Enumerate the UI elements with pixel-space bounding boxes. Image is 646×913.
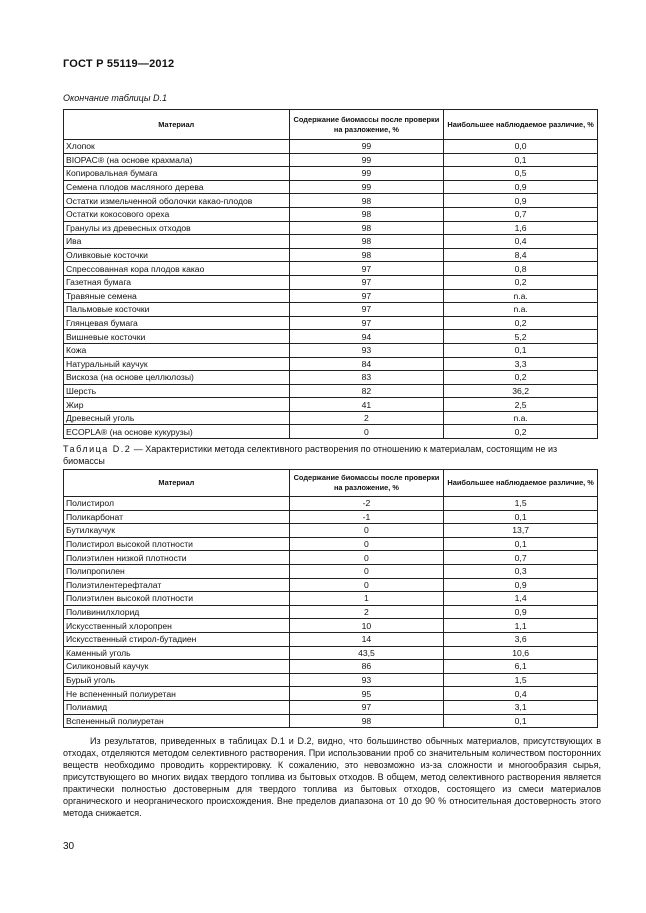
cell-material: Остатки измельченной оболочки какао-плодов: [64, 194, 290, 208]
table-header-row: [64, 110, 598, 140]
cell-biomass: 43,5: [289, 646, 444, 660]
table-row: [64, 564, 598, 578]
cell-material: Полиэтилен высокой плотности: [64, 592, 290, 606]
table-row: [64, 646, 598, 660]
table-row: [64, 384, 598, 398]
cell-material: Семена плодов масляного дерева: [64, 180, 290, 194]
cell-material: Гранулы из древесных отходов: [64, 221, 290, 235]
cell-biomass: 1: [289, 592, 444, 606]
table-d2: [63, 469, 598, 728]
table-row: [64, 194, 598, 208]
cell-biomass: 0: [289, 537, 444, 551]
cell-difference: 0,9: [444, 578, 598, 592]
cell-material: BIOPAC® (на основе крахмала): [64, 153, 290, 167]
cell-material: Глянцевая бумага: [64, 316, 290, 330]
table-row: [64, 632, 598, 646]
table-row: [64, 235, 598, 249]
table-row: [64, 592, 598, 606]
cell-difference: 0,9: [444, 180, 598, 194]
cell-biomass: 84: [289, 357, 444, 371]
cell-biomass: 0: [289, 524, 444, 538]
cell-difference: n.a.: [444, 303, 598, 317]
cell-biomass: 98: [289, 207, 444, 221]
table2-caption-text: — Характеристики метода селективного растворения по отношению к материалам, состоящим не из биомассы: [63, 444, 558, 466]
table-d1: [63, 109, 598, 439]
page-number: 30: [63, 841, 75, 852]
cell-difference: 3,6: [444, 632, 598, 646]
table-row: [64, 371, 598, 385]
cell-biomass: 97: [289, 316, 444, 330]
cell-biomass: 97: [289, 275, 444, 289]
cell-biomass: 99: [289, 153, 444, 167]
cell-difference: 5,2: [444, 330, 598, 344]
cell-difference: 0,4: [444, 235, 598, 249]
cell-difference: 1,6: [444, 221, 598, 235]
table-row: [64, 497, 598, 511]
cell-material: Искусственный хлоропрен: [64, 619, 290, 633]
cell-material: Жир: [64, 398, 290, 412]
cell-difference: 0,2: [444, 275, 598, 289]
cell-biomass: -1: [289, 510, 444, 524]
cell-material: Вискоза (на основе целлюлозы): [64, 371, 290, 385]
table-row: [64, 673, 598, 687]
cell-biomass: 98: [289, 235, 444, 249]
cell-material: Натуральный каучук: [64, 357, 290, 371]
cell-material: Каменный уголь: [64, 646, 290, 660]
table-row: [64, 425, 598, 439]
table-row: [64, 714, 598, 728]
column-header-difference: Наибольшее наблюдаемое различие, %: [444, 110, 598, 140]
cell-difference: 0,0: [444, 140, 598, 154]
table-row: [64, 660, 598, 674]
table-row: [64, 357, 598, 371]
cell-material: Полистирол высокой плотности: [64, 537, 290, 551]
column-header-material: Материал: [64, 110, 290, 140]
cell-difference: 0,4: [444, 687, 598, 701]
table1-caption: Окончание таблицы D.1: [63, 93, 167, 103]
cell-material: Пальмовые косточки: [64, 303, 290, 317]
table-row: [64, 411, 598, 425]
table-header-row: [64, 470, 598, 497]
table-row: [64, 551, 598, 565]
cell-difference: 0,1: [444, 510, 598, 524]
cell-difference: 0,9: [444, 194, 598, 208]
cell-difference: 13,7: [444, 524, 598, 538]
cell-difference: 36,2: [444, 384, 598, 398]
table-row: [64, 221, 598, 235]
cell-material: Копировальная бумага: [64, 167, 290, 181]
cell-difference: 0,2: [444, 371, 598, 385]
cell-difference: 1,5: [444, 673, 598, 687]
cell-material: Бурый уголь: [64, 673, 290, 687]
cell-difference: 10,6: [444, 646, 598, 660]
cell-biomass: 2: [289, 605, 444, 619]
cell-biomass: 82: [289, 384, 444, 398]
cell-difference: 0,9: [444, 605, 598, 619]
cell-biomass: 2: [289, 411, 444, 425]
cell-difference: 1,5: [444, 497, 598, 511]
cell-difference: 8,4: [444, 248, 598, 262]
cell-biomass: 0: [289, 425, 444, 439]
table-row: [64, 180, 598, 194]
cell-material: Полистирол: [64, 497, 290, 511]
cell-difference: 0,8: [444, 262, 598, 276]
column-header-biomass: Содержание биомассы после проверки на разложение, %: [289, 110, 444, 140]
cell-difference: 0,1: [444, 537, 598, 551]
cell-material: Кожа: [64, 343, 290, 357]
cell-difference: 6,1: [444, 660, 598, 674]
cell-material: Полипропилен: [64, 564, 290, 578]
cell-material: Поливинилхлорид: [64, 605, 290, 619]
cell-biomass: 97: [289, 700, 444, 714]
cell-material: Бутилкаучук: [64, 524, 290, 538]
table-row: [64, 343, 598, 357]
cell-difference: 1,1: [444, 619, 598, 633]
cell-material: Полиэтилен низкой плотности: [64, 551, 290, 565]
cell-difference: 0,5: [444, 167, 598, 181]
cell-biomass: 93: [289, 673, 444, 687]
table-row: [64, 303, 598, 317]
cell-difference: 3,3: [444, 357, 598, 371]
table-row: [64, 207, 598, 221]
cell-material: Остатки кокосового ореха: [64, 207, 290, 221]
column-header-material: Материал: [64, 470, 290, 497]
table-row: [64, 316, 598, 330]
cell-biomass: 14: [289, 632, 444, 646]
cell-biomass: 95: [289, 687, 444, 701]
cell-biomass: 0: [289, 551, 444, 565]
table2-caption: [63, 443, 601, 467]
cell-material: ECOPLA® (на основе кукурузы): [64, 425, 290, 439]
cell-biomass: 0: [289, 564, 444, 578]
cell-biomass: 98: [289, 194, 444, 208]
cell-difference: 0,1: [444, 714, 598, 728]
cell-material: Силиконовый каучук: [64, 660, 290, 674]
cell-difference: 0,7: [444, 551, 598, 565]
table-row: [64, 398, 598, 412]
table-row: [64, 140, 598, 154]
cell-biomass: 41: [289, 398, 444, 412]
cell-difference: 0,1: [444, 343, 598, 357]
table-row: [64, 510, 598, 524]
cell-difference: 2,5: [444, 398, 598, 412]
cell-difference: 3,1: [444, 700, 598, 714]
cell-biomass: 99: [289, 140, 444, 154]
table-row: [64, 275, 598, 289]
cell-material: Травяные семена: [64, 289, 290, 303]
table-row: [64, 537, 598, 551]
table-row: [64, 167, 598, 181]
cell-biomass: 98: [289, 221, 444, 235]
table-row: [64, 289, 598, 303]
table-row: [64, 330, 598, 344]
cell-material: Газетная бумага: [64, 275, 290, 289]
table-row: [64, 578, 598, 592]
cell-material: Поликарбонат: [64, 510, 290, 524]
cell-difference: 0,1: [444, 153, 598, 167]
cell-biomass: 94: [289, 330, 444, 344]
cell-biomass: 99: [289, 180, 444, 194]
conclusion-paragraph: Из результатов, приведенных в таблицах D.1 и D.2, видно, что большинство обычных материалов, присутствующих в отходах, отделяются методом селективного растворения. При использовании проб со значительным количеством посторонних веществ необходимо проводить корректировку. К сожалению, это невозможно из-за сложности и многообразия сырья, присутствующего во многих видах твердого топлива из бытовых отходов. В общем, метод селективного растворения является практически полностью достоверным для твердого топлива из бытовых отходов, состоящего из смеси материалов органического и неорганического происхождения. Вне пределов диапазона от 10 до 90 % относительная достоверность этого метода снижается.: [63, 736, 601, 818]
table-row: [64, 687, 598, 701]
cell-biomass: 97: [289, 303, 444, 317]
cell-material: Спрессованная кора плодов какао: [64, 262, 290, 276]
table-row: [64, 248, 598, 262]
cell-material: Оливковые косточки: [64, 248, 290, 262]
cell-biomass: 0: [289, 578, 444, 592]
cell-biomass: 99: [289, 167, 444, 181]
table-row: [64, 619, 598, 633]
cell-biomass: 98: [289, 714, 444, 728]
cell-biomass: 83: [289, 371, 444, 385]
table-row: [64, 700, 598, 714]
cell-biomass: 10: [289, 619, 444, 633]
cell-material: Не вспененный полиуретан: [64, 687, 290, 701]
table2-caption-label: Таблица D.2: [63, 444, 132, 454]
table-row: [64, 605, 598, 619]
cell-material: Вишневые косточки: [64, 330, 290, 344]
cell-biomass: -2: [289, 497, 444, 511]
table-row: [64, 524, 598, 538]
cell-material: Хлопок: [64, 140, 290, 154]
cell-difference: 1,4: [444, 592, 598, 606]
cell-biomass: 86: [289, 660, 444, 674]
standard-number: ГОСТ Р 55119—2012: [63, 58, 175, 70]
column-header-difference: Наибольшее наблюдаемое различие, %: [444, 470, 598, 497]
cell-material: Полиэтилентерефталат: [64, 578, 290, 592]
cell-biomass: 98: [289, 248, 444, 262]
cell-material: Древесный уголь: [64, 411, 290, 425]
cell-material: Искусственный стирол-бутадиен: [64, 632, 290, 646]
cell-difference: 0,3: [444, 564, 598, 578]
cell-difference: n.a.: [444, 289, 598, 303]
cell-biomass: 93: [289, 343, 444, 357]
cell-biomass: 97: [289, 262, 444, 276]
column-header-biomass: Содержание биомассы после проверки на разложение, %: [289, 470, 444, 497]
cell-difference: 0,7: [444, 207, 598, 221]
cell-difference: 0,2: [444, 425, 598, 439]
cell-material: Ива: [64, 235, 290, 249]
cell-material: Полиамид: [64, 700, 290, 714]
cell-material: Вспененный полиуретан: [64, 714, 290, 728]
cell-biomass: 97: [289, 289, 444, 303]
table-row: [64, 153, 598, 167]
cell-material: Шерсть: [64, 384, 290, 398]
cell-difference: n.a.: [444, 411, 598, 425]
table-row: [64, 262, 598, 276]
cell-difference: 0,2: [444, 316, 598, 330]
